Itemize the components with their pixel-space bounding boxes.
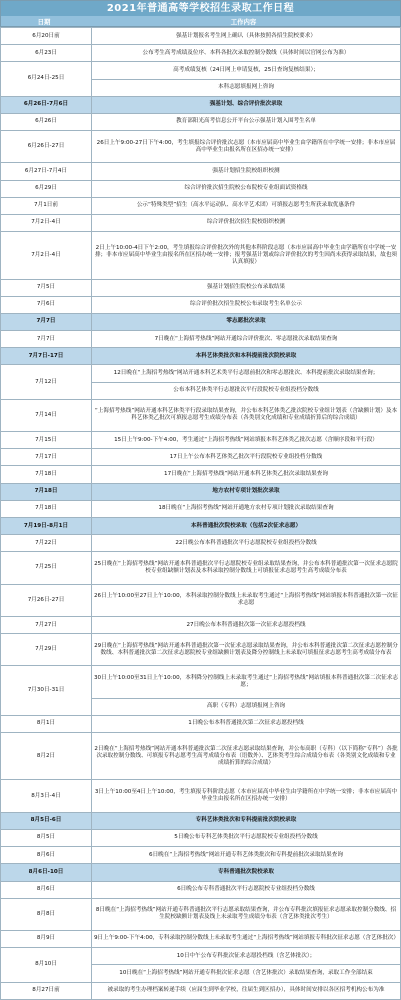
row-content: 强基计划招生院校组织校测 bbox=[92, 163, 401, 180]
row-content: 2日晚在“上海招考热线”网站开通本科普通批次第二次征求志愿录取结果查询，并公布高职（专科）（以下简称“专科”）各批次录取控制分数线、可填报专科志愿考生高考成绩分布表（语数外）、艺体类考生综合成绩分布表（各类别文化成绩和专业成绩折算的综合成绩） bbox=[92, 733, 401, 780]
row-date: 6月29日 bbox=[1, 180, 92, 197]
column-header-content: 工作内容 bbox=[230, 17, 257, 26]
row-content: 2日上午10:00-4日下午2:00，考生填报综合评价批次外的其他本科阶段志愿（本市应届高中毕业生由学籍所在中学统一安排；非本市应届高中毕业生由报名所在区招办统一安排；报考强基计划或综合评价批次的考生因尚未获得录取结果，故也须认真填报） bbox=[92, 232, 401, 279]
section-row bbox=[1, 518, 401, 535]
row-content: 高考成绩复核（24日网上申请复核，25日查询复核结果）； bbox=[92, 62, 401, 79]
row-date: 8月5日 bbox=[1, 829, 92, 846]
row-date: 7月1日前 bbox=[1, 197, 92, 214]
schedule-table bbox=[0, 27, 401, 1000]
row-date: 8月27日前 bbox=[1, 982, 92, 999]
row-content: 被录取的考生办理档案转递手续（应届生到毕业学校，往届生到区招办），具体时间安排以各区招考机构公布为准 bbox=[92, 982, 401, 999]
row-content: 公示“特殊类型”招生（高水平运动队、高水平艺术团）可填报志愿考生所获录取优惠条件 bbox=[92, 197, 401, 214]
row-content: 综合评价批次招生院校公布院校专业组面试资格线 bbox=[92, 180, 401, 197]
row-date: 7月14日 bbox=[1, 399, 92, 431]
row-date: 8月5日-6日 bbox=[1, 812, 92, 829]
row-content: 12日晚在“上海招考热线”网站开通本科艺术类平行志愿前批次和零志愿批次、本科提前批次录取结果查询； bbox=[92, 365, 401, 382]
section-title: 强基计划、综合评价批次录取 bbox=[92, 96, 401, 113]
schedule-row bbox=[1, 847, 401, 864]
row-date: 7月12日 bbox=[1, 365, 92, 399]
schedule-row bbox=[1, 279, 401, 296]
column-header-row bbox=[0, 16, 401, 27]
row-content: 26日上午9:00-27日下午4:00，考生填报综合评价批次志愿（本市应届高中毕业生由学籍所在中学统一安排；非本市应届高中毕业生由报名所在区招办统一安排） bbox=[92, 131, 401, 163]
row-date: 7月25日 bbox=[1, 552, 92, 584]
row-content: 教育部阳光高考信息公开平台公示强基计划入围考生名单 bbox=[92, 113, 401, 130]
row-date: 8月1日 bbox=[1, 715, 92, 732]
row-date: 7月15日 bbox=[1, 432, 92, 449]
schedule-row bbox=[1, 180, 401, 197]
schedule-row bbox=[1, 449, 401, 466]
row-date: 7月5日 bbox=[1, 279, 92, 296]
section-row bbox=[1, 313, 401, 330]
row-content: 强基计划报名考生网上确认（具体按照各招生院校要求） bbox=[92, 28, 401, 45]
schedule-row bbox=[1, 616, 401, 633]
schedule-row bbox=[1, 552, 401, 584]
row-content: 9日上午9:00-下午4:00，专科录取控制分数线上未录取考生通过“上海招考热线”网站填报专科批次征求志愿（含艺体批次） bbox=[92, 930, 401, 947]
schedule-row bbox=[1, 898, 401, 930]
row-content: 17日晚在“上海招考热线”网站开通本科艺体类乙批次录取结果查询 bbox=[92, 466, 401, 483]
row-date: 6月26日-7月6日 bbox=[1, 96, 92, 113]
schedule-row bbox=[1, 930, 401, 947]
row-content: 25日晚在“上海招考热线”网站开通本科普通批次平行志愿院校专业组录取结果查询，并公布本科普通批次第一次征求志愿院校专业组缺额计划表及本科录取控制分数线上可填报征求志愿考生高考成绩分布表 bbox=[92, 552, 401, 584]
section-row bbox=[1, 812, 401, 829]
row-date: 7月27日 bbox=[1, 616, 92, 633]
row-date: 8月6日-10日 bbox=[1, 864, 92, 881]
schedule-row bbox=[1, 232, 401, 279]
schedule-row bbox=[1, 666, 401, 698]
schedule-row bbox=[1, 28, 401, 45]
row-content: 6日晚在“上海招考热线”网站开通专科艺体类批次和专科提前批次录取结果查询 bbox=[92, 847, 401, 864]
row-date: 6月24日-25日 bbox=[1, 62, 92, 96]
row-content: 22日晚公布本科普通批次平行志愿院校专业组投档分数线 bbox=[92, 535, 401, 552]
schedule-row bbox=[1, 163, 401, 180]
row-date: 7月18日 bbox=[1, 500, 92, 517]
section-title: 本科普通批次院校录取（包括2次征求志愿） bbox=[92, 518, 401, 535]
row-date: 7月7日 bbox=[1, 313, 92, 330]
page-title: 2021年普通高等学校招生录取工作日程 bbox=[0, 0, 401, 16]
row-date: 6月26日 bbox=[1, 113, 92, 130]
row-content: 综合评价批次招生院校公布录取考生名单公示 bbox=[92, 296, 401, 313]
row-content: 30日上午10:00至31日上午10:00，本科降分控制线上未录取考生通过“上海招考热线”网站填报本科普通批次第二次征求志愿； bbox=[92, 666, 401, 698]
schedule-row bbox=[1, 296, 401, 313]
row-content: 15日上午9:00-下午4:00，考生通过“上海招考热线”网站填报本科艺体类乙批次志愿（含顺序段和平行段） bbox=[92, 432, 401, 449]
row-date: 7月2日-4日 bbox=[1, 214, 92, 231]
row-date: 7月2日-4日 bbox=[1, 232, 92, 279]
row-date: 8月2日 bbox=[1, 733, 92, 780]
row-date: 7月18日 bbox=[1, 483, 92, 500]
schedule-row bbox=[1, 399, 401, 431]
column-header-date: 日期 bbox=[37, 17, 51, 26]
schedule-row bbox=[1, 829, 401, 846]
row-date: 7月7日 bbox=[1, 331, 92, 348]
row-date: 8月9日 bbox=[1, 930, 92, 947]
row-date: 8月3日-4日 bbox=[1, 780, 92, 812]
schedule-row bbox=[1, 131, 401, 163]
row-content: 公布考生高考成绩及位序、本科各批次录取控制分数线（具体时间以官网公布为准） bbox=[92, 45, 401, 62]
row-date: 8月10日 bbox=[1, 948, 92, 982]
row-content: 5日晚公布专科艺体类批次平行志愿院校专业组投档分数线 bbox=[92, 829, 401, 846]
section-title: 专科艺体类批次和专科提前批次院校录取 bbox=[92, 812, 401, 829]
schedule-row bbox=[1, 733, 401, 780]
row-date: 7月18日 bbox=[1, 466, 92, 483]
row-content: 1日晚公布本科普通批次第二次征求志愿投档线 bbox=[92, 715, 401, 732]
section-title: 本科艺体类批次和本科提前批次院校录取 bbox=[92, 348, 401, 365]
row-date: 8月8日 bbox=[1, 898, 92, 930]
row-content: 高职（专科）志愿填报网上咨询 bbox=[92, 698, 401, 715]
schedule-row bbox=[1, 535, 401, 552]
row-content: 7日晚在“上海招考热线”网站开通综合评价批次、零志愿批次录取结果查询 bbox=[92, 331, 401, 348]
section-title: 零志愿批次录取 bbox=[92, 313, 401, 330]
row-content: 8日晚在“上海招考热线”网站开通专科普通批次平行志愿录取结果查询，并公布专科批次填报征求志愿录取控制分数线、招生院校缺额计划表及线上未录取考生成绩分布表（含艺体类批次考生） bbox=[92, 898, 401, 930]
schedule-row bbox=[1, 881, 401, 898]
row-content: 10日中午公布专科批次征求志愿投档线（含艺体批次）； bbox=[92, 948, 401, 965]
section-title: 专科普通批次院校录取 bbox=[92, 864, 401, 881]
schedule-row bbox=[1, 948, 401, 965]
section-title: 地方农村专项计划批次录取 bbox=[92, 483, 401, 500]
schedule-row bbox=[1, 432, 401, 449]
row-date: 7月17日 bbox=[1, 449, 92, 466]
row-date: 6月20日前 bbox=[1, 28, 92, 45]
schedule-row bbox=[1, 466, 401, 483]
section-row bbox=[1, 96, 401, 113]
row-date: 7月7日-17日 bbox=[1, 348, 92, 365]
row-content: 29日晚在“上海招考热线”网站开通本科普通批次第一次征求志愿录取结果查询，并公布本科普通批次第二次征求志愿控制分数线、本科普通批次第二次征求志愿院校专业组缺额计划表及降分控制线上未录取可填报征求志愿考生高考成绩分布表 bbox=[92, 634, 401, 666]
section-row bbox=[1, 348, 401, 365]
row-date: 7月6日 bbox=[1, 296, 92, 313]
schedule-row bbox=[1, 982, 401, 999]
schedule-row bbox=[1, 634, 401, 666]
schedule-row bbox=[1, 331, 401, 348]
schedule-row bbox=[1, 214, 401, 231]
row-date: 7月29日 bbox=[1, 634, 92, 666]
row-content: 26日上午10:00至27日上午10:00，本科录取控制分数线上未录取考生通过“上海招考热线”网站填报本科普通批次第一次征求志愿 bbox=[92, 584, 401, 616]
row-content: 综合评价批次招生院校组织校测 bbox=[92, 214, 401, 231]
row-date: 7月19日-8月1日 bbox=[1, 518, 92, 535]
schedule-row bbox=[1, 715, 401, 732]
row-date: 6月26日-27日 bbox=[1, 131, 92, 163]
schedule-row bbox=[1, 500, 401, 517]
row-date: 6月23日 bbox=[1, 45, 92, 62]
row-content: 18日晚在“上海招考热线”网站开通地方农村专项计划批次录取结果查询 bbox=[92, 500, 401, 517]
schedule-row bbox=[1, 584, 401, 616]
row-date: 7月22日 bbox=[1, 535, 92, 552]
row-content: “上海招考热线”网站开通本科艺体类平行段录取结果查询，并公布本科艺体类乙批次院校专业组计划表（含缺额计划）及本科艺体类乙批次可填报志愿考生成绩分布表（各类别文化成绩和专业成绩折算后的综合成绩） bbox=[92, 399, 401, 431]
schedule-row bbox=[1, 780, 401, 812]
row-content: 本科志愿填报网上咨询 bbox=[92, 79, 401, 96]
row-content: 27日晚公布本科普通批次第一次征求志愿投档线 bbox=[92, 616, 401, 633]
row-content: 公布本科艺体类平行志愿批次平行段院校专业组投档分数线 bbox=[92, 382, 401, 399]
row-date: 7月26日-27日 bbox=[1, 584, 92, 616]
schedule-row bbox=[1, 62, 401, 79]
schedule-row bbox=[1, 113, 401, 130]
section-row bbox=[1, 864, 401, 881]
row-content: 17日上午公布本科艺体类乙批次平行段院校专业组投档分数线 bbox=[92, 449, 401, 466]
row-content: 10日晚在“上海招考热线”网站开通专科批次征求志愿（含艺体批次）录取结果查询，录取工作全部结束 bbox=[92, 965, 401, 982]
row-content: 6日晚公布专科普通批次平行志愿院校专业组投档分数线 bbox=[92, 881, 401, 898]
schedule-row bbox=[1, 197, 401, 214]
row-content: 强基计划招生院校公布录取结果 bbox=[92, 279, 401, 296]
schedule-row bbox=[1, 365, 401, 382]
row-content: 3日上午10:00至4日上午10:00，考生填报专科阶段志愿（本市应届高中毕业生由学籍所在中学统一安排；非本市应届高中毕业生由报名所在区招办统一安排） bbox=[92, 780, 401, 812]
row-date: 8月6日 bbox=[1, 847, 92, 864]
schedule-row bbox=[1, 45, 401, 62]
section-row bbox=[1, 483, 401, 500]
row-date: 7月30日-31日 bbox=[1, 666, 92, 715]
row-date: 6月27日-7月4日 bbox=[1, 163, 92, 180]
schedule-table-body bbox=[1, 28, 401, 1000]
row-date: 8月6日 bbox=[1, 881, 92, 898]
